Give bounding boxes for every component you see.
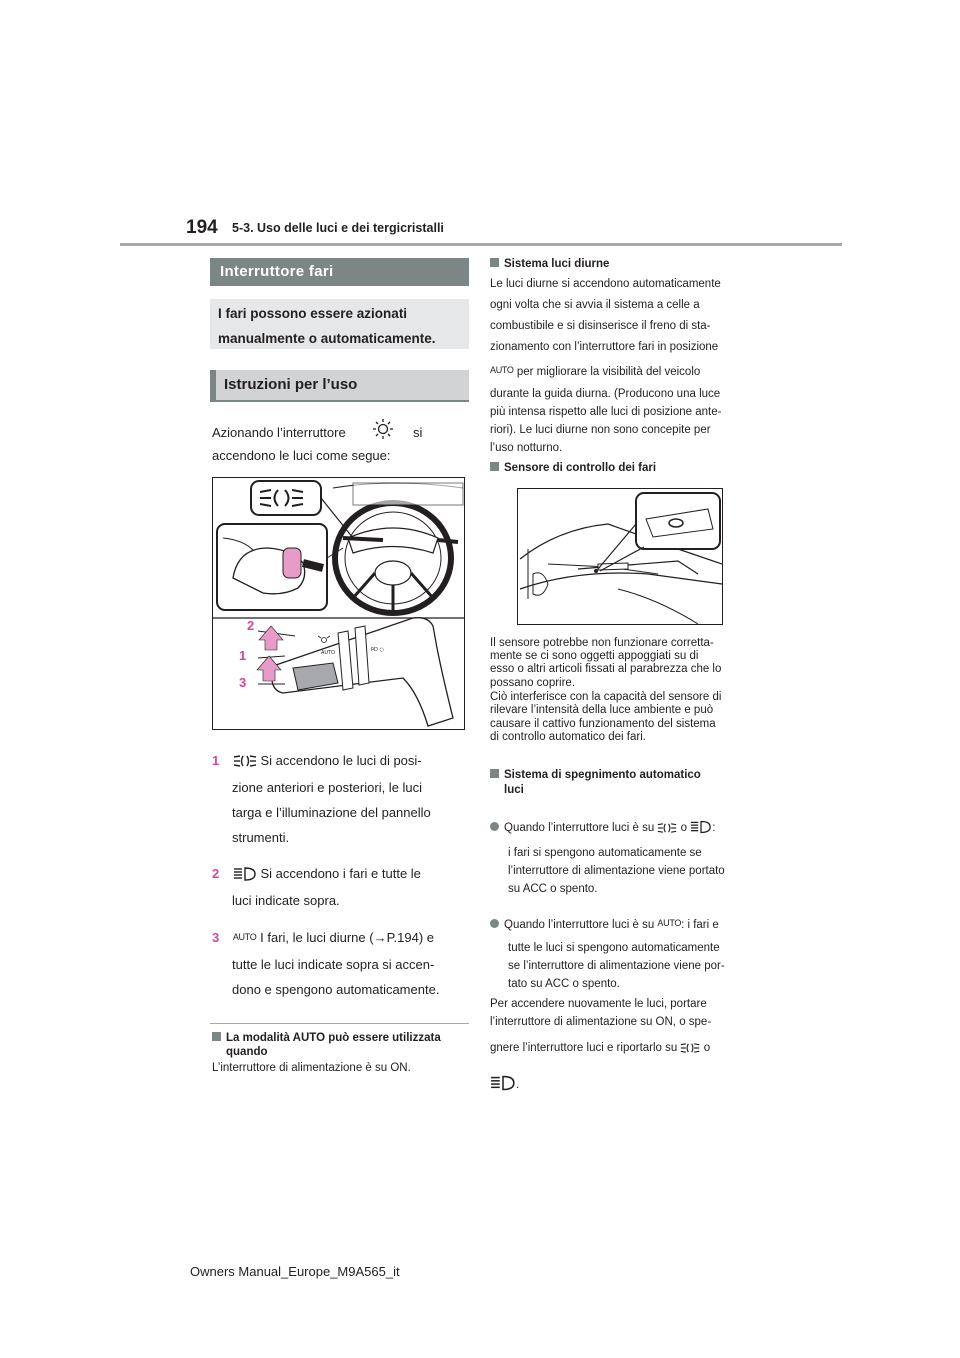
sensor-line-3: esso o altri articoli fissati al parabrezza che lo (490, 663, 722, 675)
sensor-line-6: rilevare l’intensità della luce ambiente e può (490, 704, 714, 716)
intro-box: I fari possono essere azionati manualmente o automaticamente. (210, 299, 469, 349)
drl-line-1: Le luci diurne si accendono automaticamente (490, 278, 721, 290)
drl-line-8: riori). Le luci diurne non sono concepite per (490, 424, 711, 436)
sensor-line-4: possano coprire. (490, 677, 576, 689)
item-1-line-2: zione anteriori e posteriori, le luci (232, 780, 423, 795)
square-bullet-icon (490, 769, 499, 778)
final-line-2: l’interruttore di alimentazione su ON, o spe- (490, 1016, 712, 1028)
footer-text: Owners Manual_Europe_M9A565_it (190, 1264, 400, 1279)
svg-text:ÞD ○: ÞD ○ (371, 647, 384, 653)
item-2-line-2: luci indicate sopra. (232, 893, 340, 908)
headlight-icon (233, 864, 257, 889)
figure-label-2: 2 (247, 618, 255, 633)
svg-text:AUTO: AUTO (321, 650, 336, 656)
drl-line-3: combustibile e si disinserisce il freno di sta- (490, 320, 711, 332)
auto-mode-rule (210, 1023, 469, 1024)
square-bullet-icon (490, 258, 499, 267)
bullet-1-line-2: l’interruttore di alimentazione viene portato (508, 865, 725, 877)
auto-mode-title-2: quando (226, 1046, 268, 1058)
sensor-line-2: mente se ci sono oggetti appoggiati su di (490, 650, 699, 662)
drl-line-5: AUTO per migliorare la visibilità del veicolo (490, 365, 701, 378)
position-light-icon (233, 751, 257, 776)
main-title: Interruttore fari (210, 258, 469, 286)
headlight-icon (690, 820, 712, 842)
auto-off-title: Sistema di spegnimento automatico (490, 768, 701, 783)
bullet-2-line-2: se l’interruttore di alimentazione viene por- (508, 960, 725, 972)
sensor-illustration (518, 489, 722, 624)
figure-label-1: 1 (239, 648, 247, 663)
drl-line-4: zionamento con l’interruttore fari in posizione (490, 341, 719, 353)
round-bullet-icon (490, 919, 499, 928)
instructions-title: Istruzioni per l’uso (210, 370, 469, 400)
sensor-line-8: di controllo automatico dei fari. (490, 731, 646, 743)
item-3: 3 AUTO I fari, le luci diurne (→P.194) e (212, 930, 435, 945)
sensor-line-7: causare il cattivo funzionamento del sistema (490, 718, 716, 730)
square-bullet-icon (490, 462, 499, 471)
lead-line-2: accendono le luci come segue: (212, 448, 391, 463)
header-rule (120, 243, 842, 246)
bullet-2: Quando l’interruttore luci è su AUTO: i fari e (490, 913, 719, 936)
auto-label: AUTO (232, 932, 257, 942)
headlight-icon (490, 1075, 516, 1099)
position-light-icon (657, 821, 677, 842)
bullet-1: Quando l’interruttore luci è su o : (490, 818, 715, 842)
bullet-2-line-1: tutte le luci si spengono automaticamente (508, 942, 720, 954)
position-light-icon (680, 1041, 700, 1062)
drl-line-6: durante la guida diurna. (Producono una luce (490, 388, 721, 400)
drl-line-9: l’uso notturno. (490, 442, 563, 454)
bullet-2-line-3: tato su ACC o spento. (508, 978, 620, 990)
instructions-rule (210, 400, 469, 402)
item-1-line-4: strumenti. (232, 830, 290, 845)
item-3-line-2: tutte le luci indicate sopra si accen- (232, 957, 435, 972)
final-line-1: Per accendere nuovamente le luci, portare (490, 998, 707, 1010)
drl-title: Sistema luci diurne (490, 257, 609, 272)
drl-line-2: ogni volta che si avvia il sistema a celle a (490, 299, 700, 311)
page-number: 194 (186, 217, 218, 238)
headlight-switch-figure (212, 477, 465, 730)
drl-line-7: più intensa rispetto alle luci di posizione ante- (490, 406, 722, 418)
round-bullet-icon (490, 822, 499, 831)
bullet-1-line-3: su ACC o spento. (508, 883, 598, 895)
final-line-3: gnere l’interruttore luci e riportarlo su o (490, 1038, 710, 1062)
item-1: 1 Si accendono le luci di posi- (212, 748, 422, 776)
auto-off-title-2: luci (504, 784, 524, 796)
sensor-figure (517, 488, 723, 625)
lead-line-1: Azionando l’interruttore si (212, 418, 422, 448)
final-line-4: . (490, 1075, 519, 1099)
figure-label-3: 3 (239, 675, 247, 690)
sensor-line-5: Ciò interferisce con la capacità del sensore di (490, 691, 722, 703)
item-1-line-3: targa e l’illuminazione del pannello (232, 805, 431, 820)
square-bullet-icon (212, 1032, 221, 1041)
item-3-line-3: dono e spengono automaticamente. (232, 982, 440, 997)
auto-mode-title: La modalità AUTO può essere utilizzata (212, 1031, 441, 1046)
sensor-line-1: Il sensore potrebbe non funzionare corretta- (490, 637, 714, 649)
section-title: 5-3. Uso delle luci e dei tergicristalli (232, 221, 444, 235)
bullet-1-line-1: i fari si spengono automaticamente se (508, 847, 702, 859)
auto-mode-text: L’interruttore di alimentazione è su ON. (212, 1062, 411, 1074)
switch-illustration (213, 478, 464, 729)
sensor-title: Sensore di controllo dei fari (490, 461, 656, 476)
item-2: 2 Si accendono i fari e tutte le (212, 861, 421, 889)
